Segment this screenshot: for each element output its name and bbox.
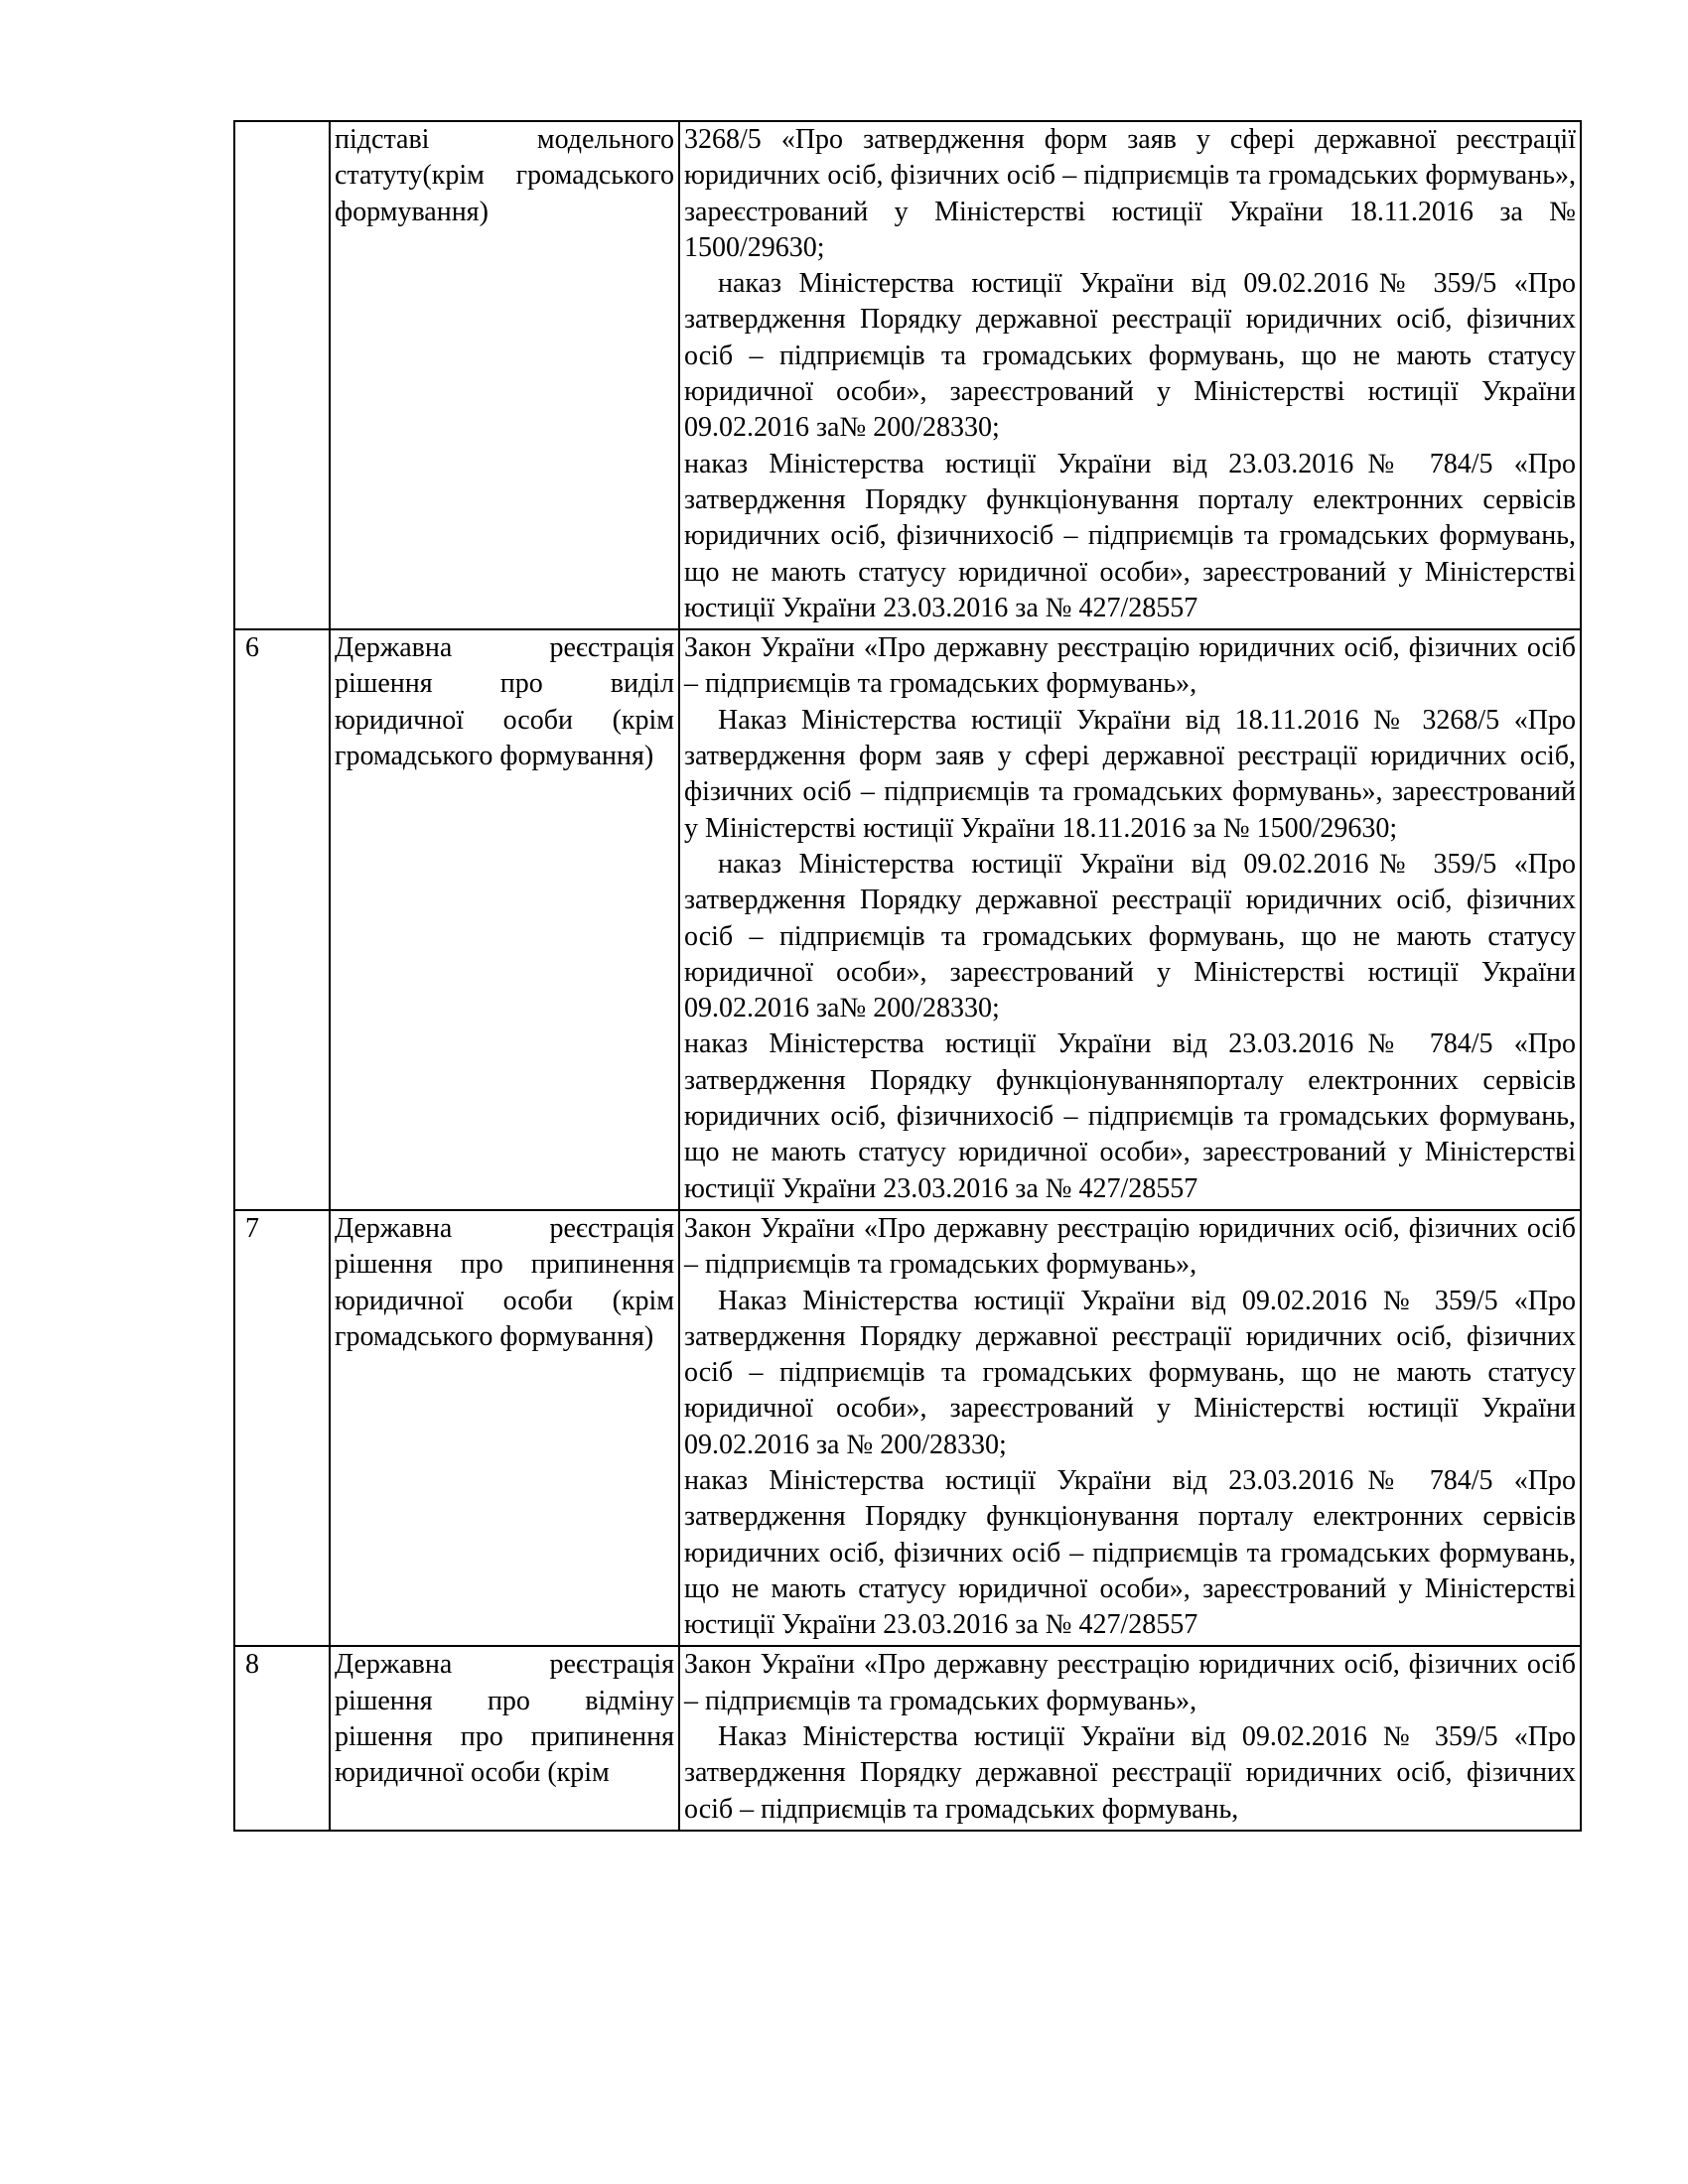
legal-basis xyxy=(679,629,1581,1210)
legal-basis-paragraph: наказ Міністерства юстиції України від 23.03.2016№ 784/5 «Про затвердження Порядку функціонуванняпорталу електронних сервісів юридичних осіб, фізичнихосіб – підприємців та громадських формувань, що не мають статусу юридичної особи», зареєстрований у Міністерстві юстиції України 23.03.2016 за № 427/28557 xyxy=(684,1028,1576,1204)
row-number xyxy=(234,121,330,629)
row-number: 7 xyxy=(234,1210,330,1647)
row-number: 6 xyxy=(234,629,330,1210)
legal-basis-paragraph: 3268/5 «Про затвердження форм заяв у сфері державної реєстрації юридичних осіб, фізичних осіб – підприємців та громадських формувань», зареєстрований у Міністерстві юстиції України 18.11.2016 за № 1500/29630; xyxy=(684,124,1576,263)
table-row xyxy=(234,1210,1581,1647)
legal-basis-paragraph: Наказ Міністерства юстиції України від 09.02.2016 № 359/5 «Про затвердження Порядку державної реєстрації юридичних осіб, фізичних осіб – підприємців та громадських формувань, xyxy=(684,1721,1576,1825)
legal-basis-paragraph: Наказ Міністерства юстиції України від 18.11.2016 № 3268/5 «Про затвердження форм заяв у сфері державної реєстрації юридичних осіб, фізичних осіб – підприємців та громадських формувань», зареєстрований у Міністерстві юстиції України 18.11.2016 за № 1500/29630; xyxy=(684,704,1576,844)
table-row xyxy=(234,1646,1581,1830)
table-body xyxy=(234,121,1581,1831)
service-name: підставі модельного статуту(крім громадського формування) xyxy=(330,121,679,629)
service-name: Державна реєстрація рішення про виділ юридичної особи (крім громадського формування) xyxy=(330,629,679,1210)
legal-basis-paragraph: Наказ Міністерства юстиції України від 09.02.2016 № 359/5 «Про затвердження Порядку державної реєстрації юридичних осіб, фізичних осіб – підприємців та громадських формувань, що не мають статусу юридичної особи», зареєстрований у Міністерстві юстиції України 09.02.2016 за № 200/28330; xyxy=(684,1285,1576,1460)
legal-basis-paragraph: Закон України «Про державну реєстрацію юридичних осіб, фізичних осіб – підприємців та громадських формувань», xyxy=(684,1212,1576,1281)
service-name: Державна реєстрація рішення про відміну рішення про припинення юридичної особи (крім xyxy=(330,1646,679,1830)
legal-basis-paragraph: наказ Міністерства юстиції України від 09.02.2016№ 359/5 «Про затвердження Порядку державної реєстрації юридичних осіб, фізичних осіб – підприємців та громадських формувань, що не мають статусу юридичної особи», зареєстрований у Міністерстві юстиції України 09.02.2016 за№ 200/28330; xyxy=(684,848,1576,1024)
legal-basis-paragraph: наказ Міністерства юстиції України від 23.03.2016№ 784/5 «Про затвердження Порядку функціонування порталу електронних сервісів юридичних осіб, фізичнихосіб – підприємців та громадських формувань, що не мають статусу юридичної особи», зареєстрований у Міністерстві юстиції України 23.03.2016 за № 427/28557 xyxy=(684,448,1576,623)
table-row xyxy=(234,121,1581,629)
legal-basis xyxy=(679,121,1581,629)
legal-basis xyxy=(679,1210,1581,1647)
legal-basis-paragraph: наказ Міністерства юстиції України від 09.02.2016№ 359/5 «Про затвердження Порядку державної реєстрації юридичних осіб, фізичних осіб – підприємців та громадських формувань, що не мають статусу юридичної особи», зареєстрований у Міністерстві юстиції України 09.02.2016 за№ 200/28330; xyxy=(684,268,1576,444)
service-name: Державна реєстрація рішення про припинення юридичної особи (крім громадського формування) xyxy=(330,1210,679,1647)
row-number: 8 xyxy=(234,1646,330,1830)
legal-basis-paragraph: Закон України «Про державну реєстрацію юридичних осіб, фізичних осіб – підприємців та громадських формувань», xyxy=(684,1649,1576,1716)
services-table xyxy=(233,120,1582,1832)
table-row xyxy=(234,629,1581,1210)
legal-basis-paragraph: Закон України «Про державну реєстрацію юридичних осіб, фізичних осіб – підприємців та громадських формувань», xyxy=(684,632,1576,700)
legal-basis-paragraph: наказ Міністерства юстиції України від 23.03.2016№ 784/5 «Про затвердження Порядку функціонування порталу електронних сервісів юридичних осіб, фізичних осіб – підприємців та громадських формувань, що не мають статусу юридичної особи», зареєстрований у Міністерстві юстиції України 23.03.2016 за № 427/28557 xyxy=(684,1464,1576,1641)
legal-basis xyxy=(679,1646,1581,1830)
